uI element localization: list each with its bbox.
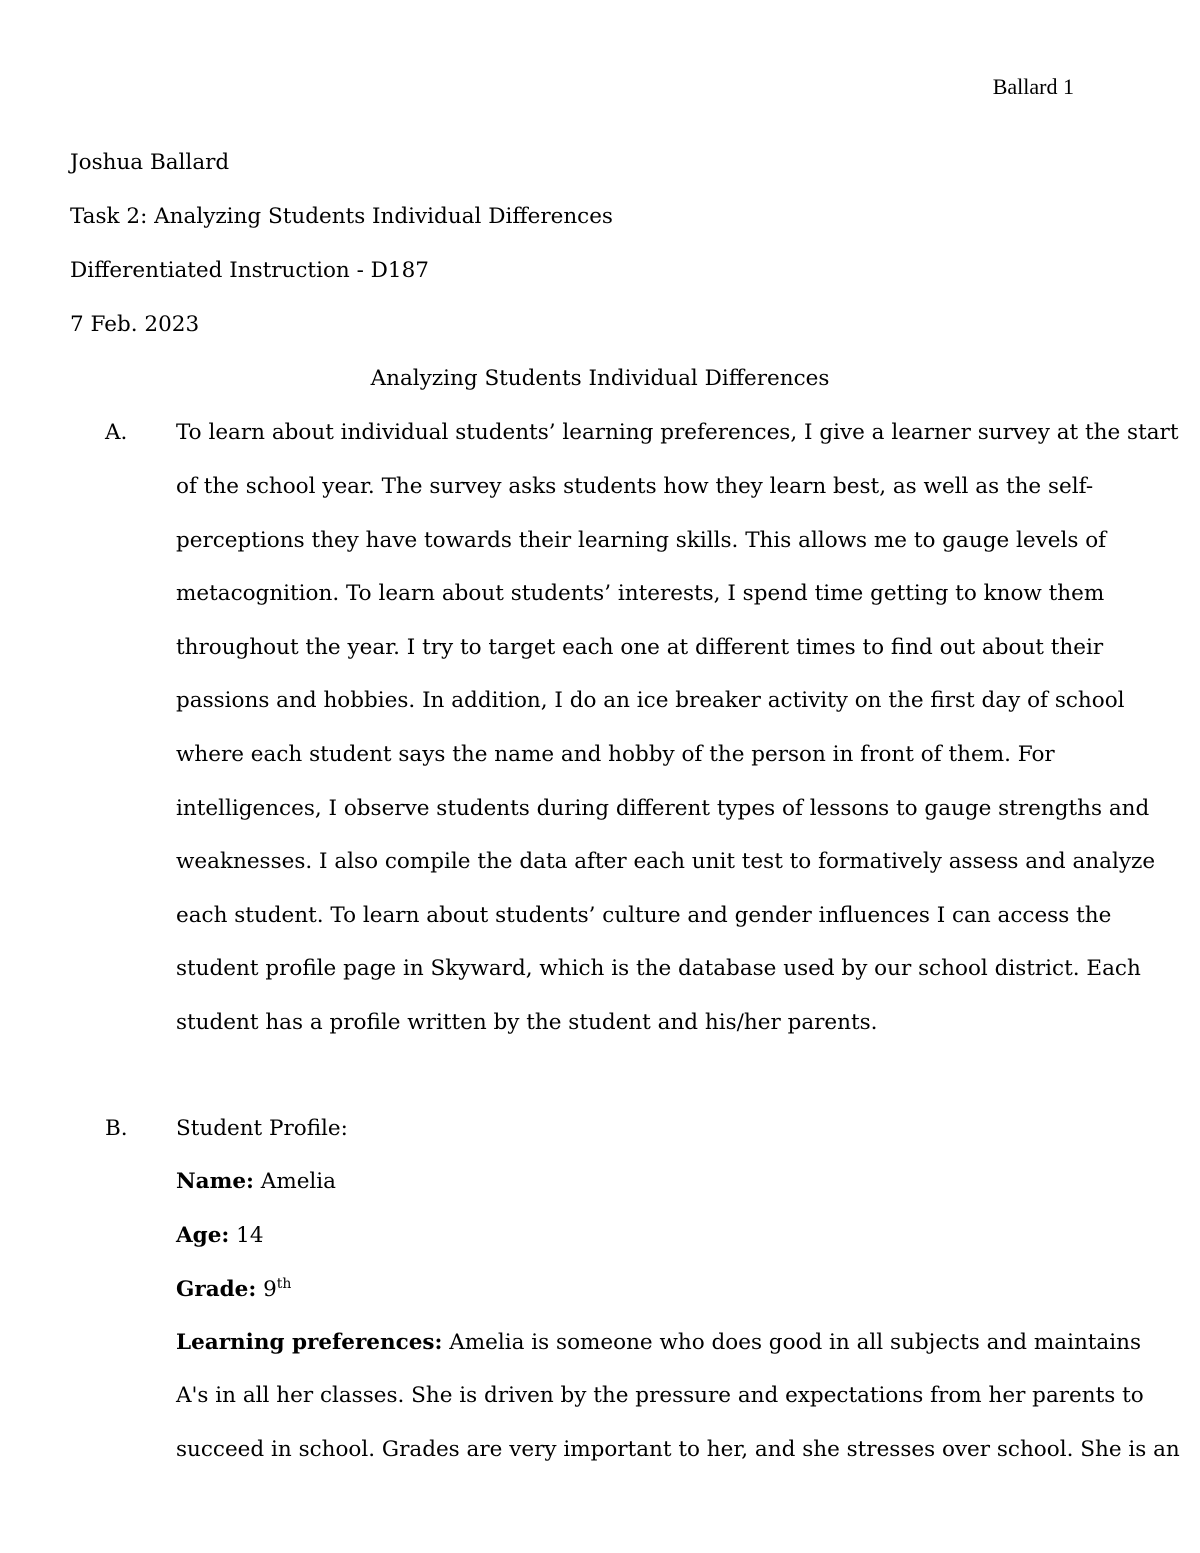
name-label: Name: — [176, 1169, 254, 1194]
paragraph-line: student profile page in Skyward, which is the database used by our school district. Each — [176, 956, 1141, 981]
document-title: Analyzing Students Individual Differences — [370, 366, 830, 391]
section-a-marker: A. — [105, 420, 128, 445]
profile-name-row — [176, 1171, 336, 1193]
paragraph-line: perceptions they have towards their learning skills. This allows me to gauge levels of — [176, 528, 1107, 553]
assignment-title: Task 2: Analyzing Students Individual Differences — [70, 204, 613, 229]
paragraph-line: A's in all her classes. She is driven by the pressure and expectations from her parents to — [176, 1383, 1144, 1408]
paragraph-line: where each student says the name and hobby of the person in front of them. For — [176, 742, 1055, 767]
paragraph-line: of the school year. The survey asks students how they learn best, as well as the self- — [176, 474, 1094, 499]
learning-preferences-row — [176, 1332, 1141, 1354]
name-value: Amelia — [253, 1169, 336, 1194]
running-head: Ballard 1 — [992, 74, 1074, 99]
course-name: Differentiated Instruction - D187 — [70, 258, 429, 283]
grade-label: Grade: — [176, 1277, 257, 1302]
author-name: Joshua Ballard — [70, 150, 230, 175]
document-date: 7 Feb. 2023 — [70, 312, 200, 337]
learning-preferences-label: Learning preferences: — [176, 1330, 443, 1355]
paragraph-line: Amelia is someone who does good in all subjects and maintains — [442, 1330, 1142, 1355]
paragraph-line: passions and hobbies. In addition, I do an ice breaker activity on the first day of school — [176, 688, 1125, 713]
profile-age-row — [176, 1225, 264, 1247]
paragraph-line: To learn about individual students’ learning preferences, I give a learner survey at the start — [176, 420, 1179, 445]
age-label: Age: — [176, 1223, 230, 1248]
paragraph-line: metacognition. To learn about students’ interests, I spend time getting to know them — [176, 581, 1105, 606]
paragraph-line: weaknesses. I also compile the data after each unit test to formatively assess and analyze — [176, 849, 1156, 874]
student-profile-heading: Student Profile: — [176, 1116, 348, 1141]
paragraph-line: each student. To learn about students’ culture and gender influences I can access the — [176, 903, 1112, 928]
profile-grade-row — [176, 1276, 292, 1302]
paragraph-line: succeed in school. Grades are very important to her, and she stresses over school. She is an — [176, 1437, 1180, 1462]
paragraph-line: intelligences, I observe students during different types of lessons to gauge strengths and — [176, 796, 1150, 821]
grade-value: 9 — [256, 1277, 277, 1302]
age-value: 14 — [229, 1223, 264, 1248]
paragraph-line: student has a profile written by the student and his/her parents. — [176, 1010, 878, 1035]
section-b-marker: B. — [105, 1116, 128, 1141]
paragraph-line: throughout the year. I try to target each one at different times to find out about their — [176, 635, 1104, 660]
grade-suffix: th — [276, 1276, 292, 1292]
